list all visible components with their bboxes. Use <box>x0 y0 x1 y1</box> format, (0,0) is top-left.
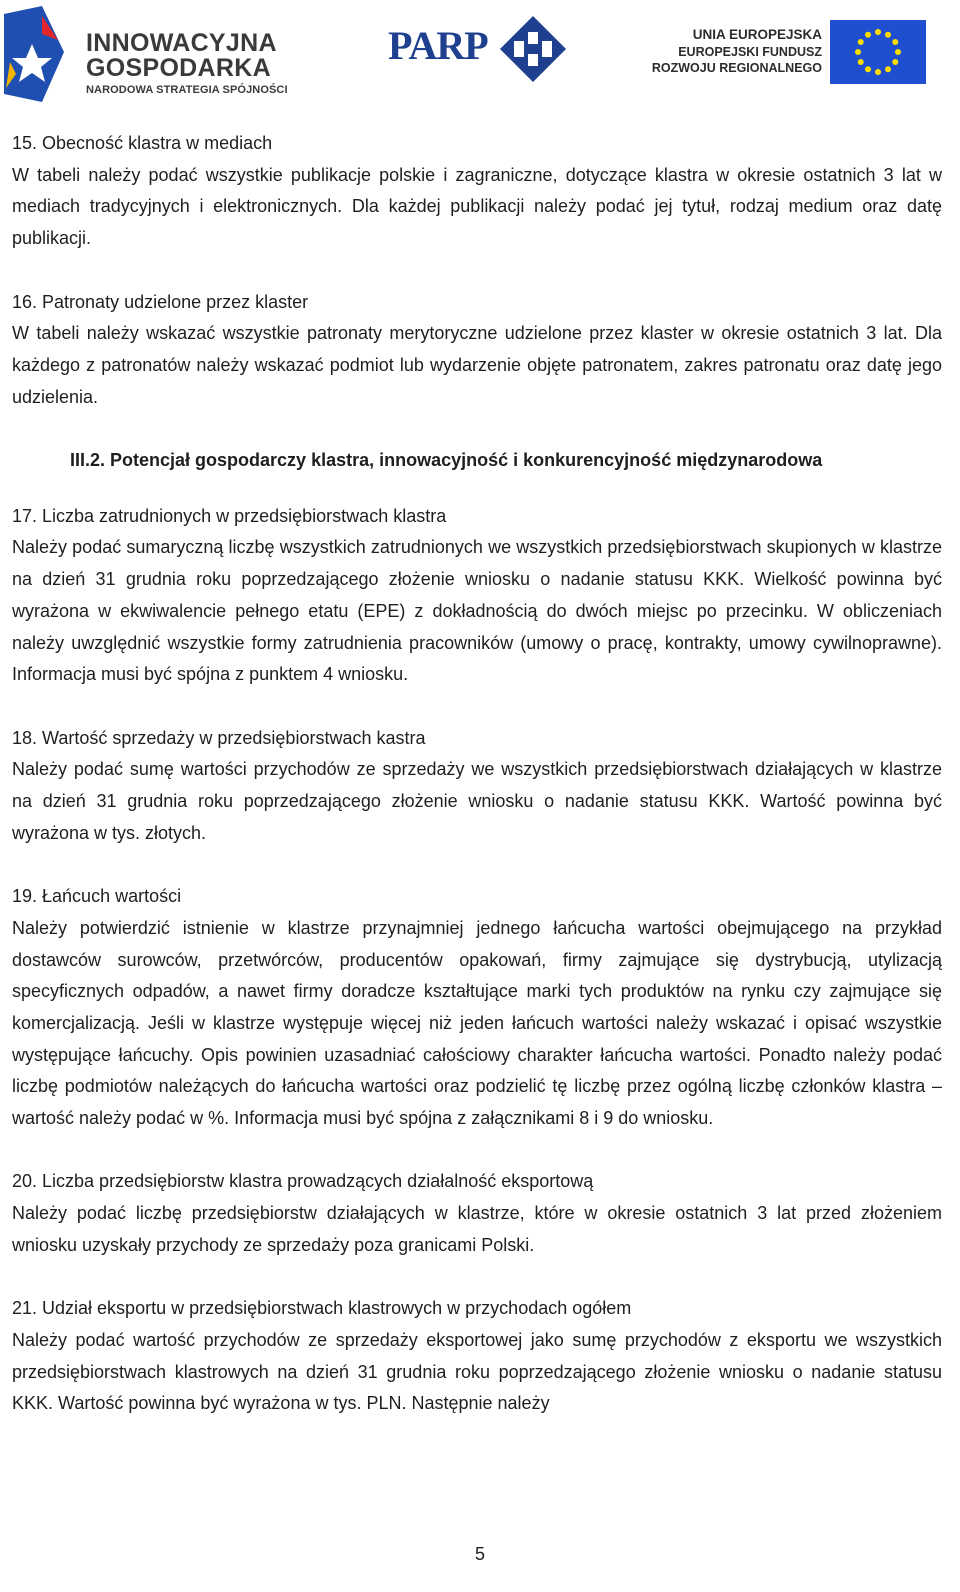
section-title: 17. Liczba zatrudnionych w przedsiębiorstwach klastra <box>12 505 447 526</box>
section-16 <box>12 287 942 414</box>
section-18 <box>12 723 942 850</box>
section-20 <box>12 1166 942 1261</box>
ig-star-emblem-icon <box>2 4 68 104</box>
section-title: 16. Patronaty udzielone przez klaster <box>12 291 309 312</box>
ig-logo-line2: GOSPODARKA <box>86 54 271 82</box>
eu-erdf-logo <box>650 20 940 90</box>
section-title: 20. Liczba przedsiębiorstw klastra prowadzących działalność eksportową <box>12 1171 594 1192</box>
innowacyjna-gospodarka-logo <box>2 4 302 104</box>
section-title: 21. Udział eksportu w przedsiębiorstwach klastrowych w przychodach ogółem <box>12 1298 632 1319</box>
section-15 <box>12 128 942 255</box>
section-title: 15. Obecność klastra w mediach <box>12 133 273 153</box>
eu-logo-line1: UNIA EUROPEJSKA <box>692 27 822 42</box>
parp-logo-text: PARP <box>388 23 488 68</box>
section-19 <box>12 881 942 1135</box>
parp-emblem-icon <box>498 14 568 84</box>
parp-logo <box>388 14 568 84</box>
section-body: Należy podać sumaryczną liczbę wszystkich zatrudnionych we wszystkich przedsiębiorstwach skupionych w klastrze na dzień 31 grudnia roku poprzedzającego złożenie wniosku o nadanie statusu KKK. Wielkość powinna być wyrażona w ekwiwalencie pełnego etatu (EPE) z dokładnością do dwóch miejsc po przecinku. W obliczeniach należy uwzględnić wszystkie formy zatrudnienia pracowników (umowy o pracę, kontrakty, umowy cywilnoprawne). Informacja musi być spójna z punktem 4 wniosku. <box>12 537 942 685</box>
document-body <box>12 128 942 1420</box>
section-body: W tabeli należy wskazać wszystkie patronaty merytoryczne udzielone przez klaster w okresie ostatnich 3 lat. Dla każdego z patronatów należy wskazać podmiot lub wydarzenie objęte patronatem, zakres patronatu oraz datę jego udzielenia. <box>12 323 942 407</box>
section-17 <box>12 501 942 691</box>
section-body: Należy podać sumę wartości przychodów ze sprzedaży we wszystkich przedsiębiorstwach działających w klastrze na dzień 31 grudnia roku poprzedzającego złożenie wniosku o nadanie statusu KKK. Wartość powinna być wyrażona w tys. złotych. <box>12 759 942 843</box>
page-number: 5 <box>474 1544 485 1564</box>
section-body: Należy potwierdzić istnienie w klastrze przynajmniej jednego łańcucha wartości obejmującego na przykład dostawców surowców, przetwórców, producentów opakowań, firmy zajmujące się dystrybucją, utylizacją specyficznych odpadów, a nawet firmy doradcze kształtujące marki tych produktów na rynku czy zajmujące się komercjalizacją. Jeśli w klastrze występuje więcej niż jeden łańcuch wartości należy wskazać i opisać wszystkie występujące łańcuchy. Opis powinien uzasadniać całościowy charakter łańcucha wartości. Ponadto należy podać liczbę podmiotów należących do łańcucha wartości oraz podzielić tę liczbę przez ogólną liczbę członków klastra – wartość należy podać w %. Informacja musi być spójna z załącznikami 8 i 9 do wniosku. <box>12 917 942 1129</box>
chapter-heading: III.2. Potencjał gospodarczy klastra, innowacyjność i konkurencyjność międzynarodowa <box>70 450 823 470</box>
eu-logo-line3: ROZWOJU REGIONALNEGO <box>651 61 822 75</box>
section-body: Należy podać liczbę przedsiębiorstw działających w klastrze, które w okresie ostatnich 3 lat przed złożeniem wniosku uzyskały przychody ze sprzedaży poza granicami Polski. <box>12 1203 942 1255</box>
section-21 <box>12 1293 942 1420</box>
section-title: 18. Wartość sprzedaży w przedsiębiorstwach kastra <box>12 727 426 748</box>
section-body: Należy podać wartość przychodów ze sprzedaży eksportowej jako sumę przychodów z eksportu we wszystkich przedsiębiorstwach klastrowych na dzień 31 grudnia roku poprzedzającego złożenie wniosku o nadanie statusu KKK. Wartość powinna być wyrażona w tys. PLN. Następnie należy <box>12 1329 942 1414</box>
section-title: 19. Łańcuch wartości <box>12 886 182 907</box>
ig-logo-line1: INNOWACYJNA <box>86 29 277 57</box>
page-header <box>0 0 960 112</box>
section-body: W tabeli należy podać wszystkie publikacje polskie i zagraniczne, dotyczące klastra w okresie ostatnich 3 lat w mediach tradycyjnych i elektronicznych. Dla każdej publikacji należy podać jej tytuł, rodzaj medium oraz datę publikacji. <box>12 164 942 249</box>
eu-flag-icon <box>830 20 926 84</box>
eu-logo-line2: EUROPEJSKI FUNDUSZ <box>678 45 822 59</box>
ig-logo-line3: NARODOWA STRATEGIA SPÓJNOŚCI <box>86 84 288 96</box>
